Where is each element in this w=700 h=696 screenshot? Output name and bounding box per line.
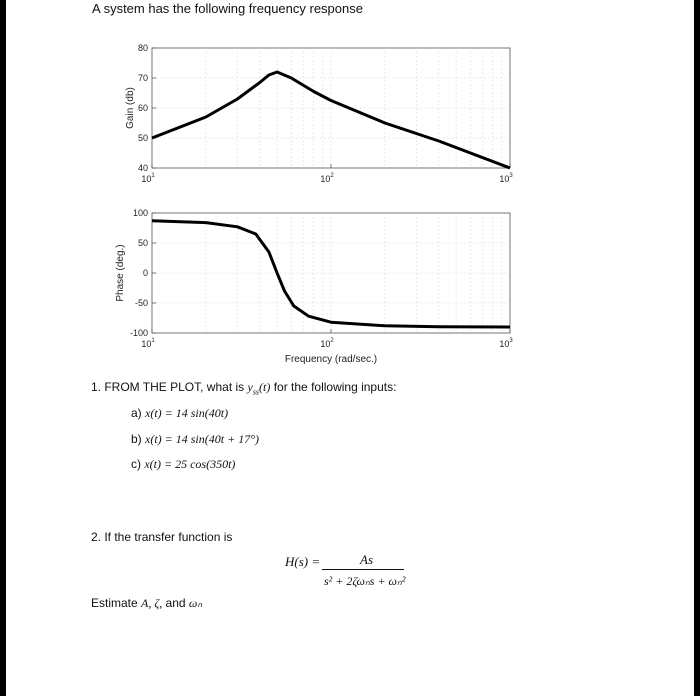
estimate-and: and <box>162 596 189 610</box>
phase-x-tick-label: $10^1$ <box>141 338 155 349</box>
q1-prefix: 1. FROM THE PLOT, what is <box>91 380 248 394</box>
phase-x-tick-label: $10^3$ <box>499 338 513 349</box>
transfer-function-numerator: As <box>360 552 373 567</box>
question-2: 2. If the transfer function is <box>91 530 233 544</box>
h-lhs: H(s) = <box>285 554 321 569</box>
input-a <box>131 406 228 421</box>
phase-y-tick-label: -100 <box>129 328 148 338</box>
phase-x-label: Frequency (rad/sec.) <box>284 354 378 365</box>
transfer-function-lhs <box>285 554 320 570</box>
phase-grid <box>152 213 510 333</box>
input-b-expr: x(t) = 14 sin(40t + 17°) <box>145 432 259 446</box>
input-b-label: b) <box>131 432 146 446</box>
gain-y-label: Gain (db) <box>125 87 136 129</box>
gain-y-tick-label: 80 <box>137 43 148 53</box>
phase-y-tick-label: -50 <box>134 298 148 308</box>
estimate-vars: A, ζ, <box>141 596 163 610</box>
q1-var: y <box>247 380 253 394</box>
estimate-last: ωₙ <box>188 596 203 610</box>
estimate-prefix: Estimate <box>91 596 142 610</box>
input-a-expr: x(t) = 14 sin(40t) <box>145 406 229 420</box>
phase-x-tick-label: $10^2$ <box>320 338 334 349</box>
fraction-bar <box>322 569 404 570</box>
gain-x-tick-label: $10^1$ <box>141 173 155 184</box>
input-b <box>131 432 259 447</box>
q1-suffix: for the following inputs: <box>270 380 397 394</box>
input-c-label: c) <box>131 457 145 471</box>
gain-y-tick-label: 40 <box>137 163 148 173</box>
gain-plot <box>125 43 513 184</box>
gain-y-ticks <box>138 43 156 173</box>
phase-y-tick-label: 0 <box>142 268 148 278</box>
phase-y-tick-label: 50 <box>137 238 148 248</box>
q1-sub: ss <box>252 387 260 397</box>
q1-arg: (t) <box>259 380 271 394</box>
gain-x-tick-label: $10^2$ <box>320 173 334 184</box>
gain-y-tick-label: 70 <box>137 73 148 83</box>
input-c <box>131 457 235 472</box>
gain-grid <box>152 48 510 168</box>
gain-y-tick-label: 50 <box>137 133 148 143</box>
question-1 <box>91 380 396 396</box>
phase-y-tick-label: 100 <box>132 208 148 218</box>
gain-x-ticks <box>141 164 513 184</box>
transfer-function-denominator: s² + 2ζωₙs + ωₙ² <box>324 574 406 588</box>
gain-x-tick-label: $10^3$ <box>499 173 513 184</box>
phase-x-ticks <box>141 329 513 349</box>
estimate-line <box>91 596 202 611</box>
phase-y-label: Phase (deg.) <box>115 244 126 302</box>
input-c-expr: x(t) = 25 cos(350t) <box>144 457 236 471</box>
phase-plot <box>115 208 513 365</box>
problem-heading: A system has the following frequency response <box>92 1 363 16</box>
input-a-label: a) <box>131 406 146 420</box>
gain-y-tick-label: 60 <box>137 103 148 113</box>
